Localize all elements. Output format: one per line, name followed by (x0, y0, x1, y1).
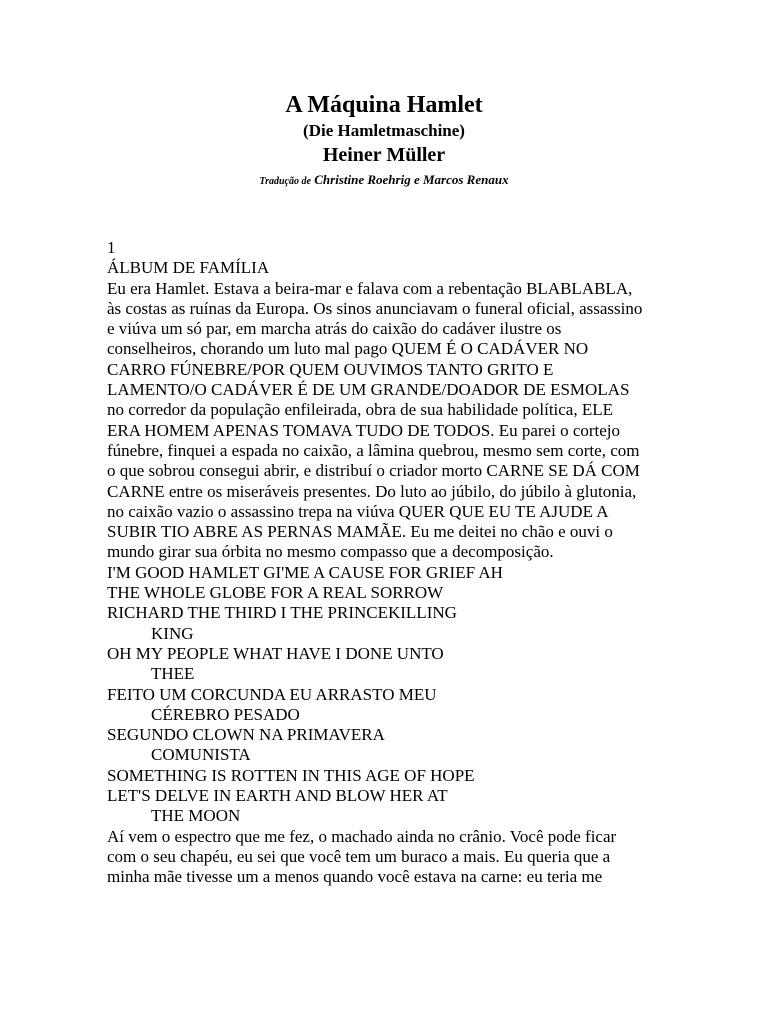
text-line: I'M GOOD HAMLET GI'ME A CAUSE FOR GRIEF AH (107, 562, 503, 582)
text-line: OH MY PEOPLE WHAT HAVE I DONE UNTO (107, 643, 444, 663)
text-line: com o seu chapéu, eu sei que você tem um buraco a mais. Eu queria que a (107, 846, 611, 866)
text-line: THE WHOLE GLOBE FOR A REAL SORROW (107, 583, 444, 603)
document-title: A Máquina Hamlet (285, 92, 483, 118)
text-line: no corredor da população enfileirada, obra de sua habilidade política, ELE (107, 400, 614, 420)
text-line: CARRO FÚNEBRE/POR QUEM OUVIMOS TANTO GRITO E (107, 359, 554, 379)
translation-prefix: Tradução de (259, 176, 311, 187)
text-line: COMUNISTA (151, 745, 251, 765)
text-line: 1 (107, 238, 116, 257)
text-line: minha mãe tivesse um a menos quando você estava na carne: eu teria me (107, 867, 603, 887)
text-line: LET'S DELVE IN EARTH AND BLOW HER AT (107, 786, 448, 806)
document-author: Heiner Müller (322, 144, 446, 166)
text-line: fúnebre, finquei a espada no caixão, a lâmina quebrou, mesmo sem corte, com (107, 440, 640, 460)
text-line: ERA HOMEM APENAS TOMAVA TUDO DE TODOS. Eu parei o cortejo (107, 420, 621, 440)
text-line: SOMETHING IS ROTTEN IN THIS AGE OF HOPE (107, 765, 475, 785)
text-line: Eu era Hamlet. Estava a beira-mar e falava com a rebentação BLABLABLA, (107, 278, 633, 298)
document-body (107, 238, 667, 888)
text-line: às costas as ruínas da Europa. Os sinos anunciavam o funeral oficial, assassino (107, 298, 643, 318)
text-line: FEITO UM CORCUNDA EU ARRASTO MEU (107, 684, 437, 704)
document-header (0, 90, 768, 192)
text-line: THE MOON (151, 806, 241, 826)
text-line: CARNE entre os miseráveis presentes. Do luto ao júbilo, do júbilo à glutonia, (107, 481, 637, 501)
text-line: conselheiros, chorando um luto mal pago QUEM É O CADÁVER NO (107, 339, 589, 359)
text-line: RICHARD THE THIRD I THE PRINCEKILLING (107, 603, 457, 623)
text-line: THEE (151, 664, 195, 684)
translator-names: Christine Roehrig e Marcos Renaux (314, 172, 509, 187)
text-line: no caixão vazio o assassino trepa na viúva QUER QUE EU TE AJUDE A (107, 501, 609, 521)
document-subtitle: (Die Hamletmaschine) (303, 121, 465, 140)
text-line: CÉREBRO PESADO (151, 704, 300, 724)
text-line: ÁLBUM DE FAMÍLIA (107, 258, 270, 278)
text-line: SEGUNDO CLOWN NA PRIMAVERA (107, 725, 385, 745)
translation-credit (0, 170, 768, 192)
text-line: o que sobrou consegui abrir, e distribuí o criador morto CARNE SE DÁ COM (107, 461, 640, 481)
text-line: SUBIR TIO ABRE AS PERNAS MAMÃE. Eu me deitei no chão e ouvi o (107, 522, 613, 542)
text-line: Aí vem o espectro que me fez, o machado ainda no crânio. Você pode ficar (107, 826, 617, 846)
text-line: e viúva um só par, em marcha atrás do caixão do cadáver ilustre os (107, 319, 562, 339)
text-line: KING (151, 623, 194, 643)
text-line: mundo girar sua órbita no mesmo compasso que a decomposição. (107, 542, 554, 562)
text-line: LAMENTO/O CADÁVER É DE UM GRANDE/DOADOR DE ESMOLAS (107, 380, 630, 400)
